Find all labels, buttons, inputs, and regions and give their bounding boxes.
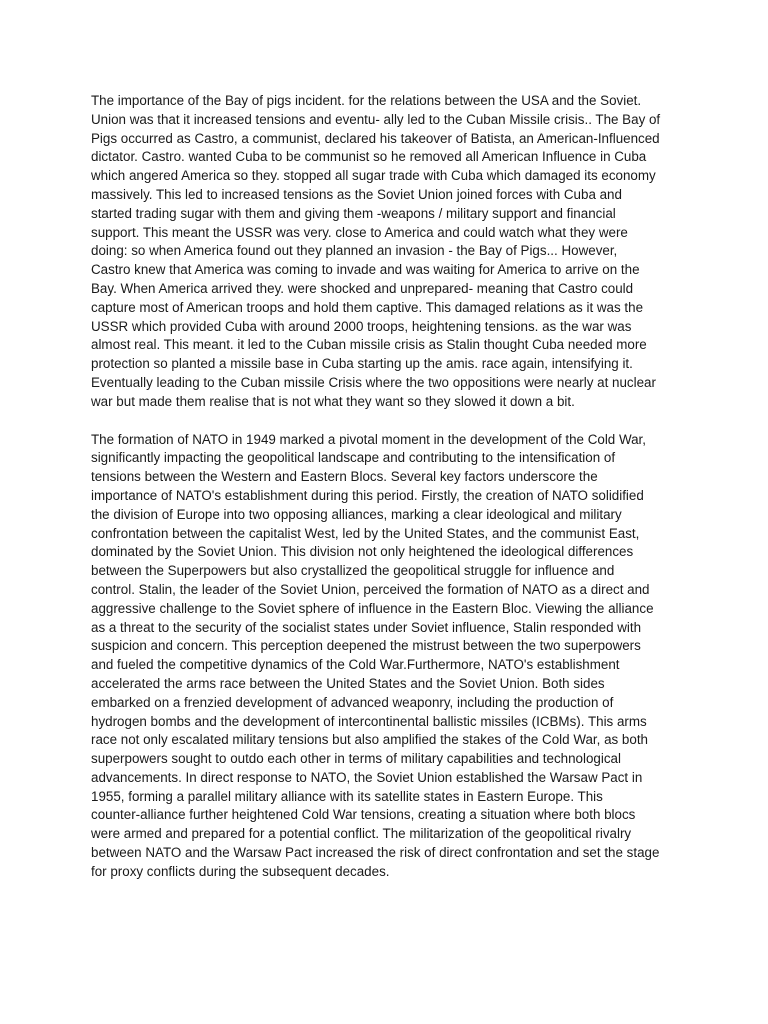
text-line: race not only escalated military tensions but also amplified the stakes of the Cold War, as both xyxy=(91,732,648,748)
paragraph-nato-formation xyxy=(91,431,683,882)
text-line: protection so planted a missile base in Cuba starting up the amis. race again, intensifying it. xyxy=(91,356,633,372)
text-line: which angered America so they. stopped all sugar trade with Cuba which damaged its economy xyxy=(91,168,656,184)
text-line: Union was that it increased tensions and eventu- ally led to the Cuban Missile crisis.. The Bay of xyxy=(91,111,661,127)
text-line: were armed and prepared for a potential conflict. The militarization of the geopolitical rivalry xyxy=(91,826,632,842)
text-line: 1955, forming a parallel military alliance with its satellite states in Eastern Europe. This xyxy=(91,788,603,804)
text-line: capture most of American troops and hold them captive. This damaged relations as it was the xyxy=(91,299,644,315)
text-line: superpowers sought to outdo each other in terms of military capabilities and technological xyxy=(91,751,621,767)
text-line: Bay. When America arrived they. were shocked and unprepared- meaning that Castro could xyxy=(91,280,634,296)
text-line: dictator. Castro. wanted Cuba to be communist so he removed all American Influence in Cuba xyxy=(91,149,647,165)
text-line: the division of Europe into two opposing alliances, marking a clear ideological and military xyxy=(91,506,622,522)
text-line: and fueled the competitive dynamics of the Cold War.Furthermore, NATO's establishment xyxy=(91,657,620,673)
text-line: control. Stalin, the leader of the Soviet Union, perceived the formation of NATO as a direct and xyxy=(91,581,650,597)
text-line: support. This meant the USSR was very. close to America and could watch what they were xyxy=(91,224,628,240)
text-line: suspicion and concern. This perception deepened the mistrust between the two superpowers xyxy=(91,638,641,654)
text-line: hydrogen bombs and the development of intercontinental ballistic missiles (ICBMs). This arms xyxy=(91,713,647,729)
text-line: Castro knew that America was coming to invade and was waiting for America to arrive on the xyxy=(91,262,640,278)
text-line: Eventually leading to the Cuban missile Crisis where the two oppositions were nearly at nuclear xyxy=(91,374,656,390)
text-line: started trading sugar with them and giving them -weapons / military support and financial xyxy=(91,205,616,221)
text-line: tensions between the Western and Eastern Blocs. Several key factors underscore the xyxy=(91,469,598,485)
text-line: aggressive challenge to the Soviet sphere of influence in the Eastern Bloc. Viewing the alliance xyxy=(91,600,654,616)
text-line: counter-alliance further heightened Cold War tensions, creating a situation where both blocs xyxy=(91,807,636,823)
text-line: dominated by the Soviet Union. This division not only heightened the ideological differences xyxy=(91,544,634,560)
text-line: significantly impacting the geopolitical landscape and contributing to the intensification of xyxy=(91,450,616,466)
text-line: confrontation between the capitalist West, led by the United States, and the communist East, xyxy=(91,525,640,541)
text-line: almost real. This meant. it led to the Cuban missile crisis as Stalin thought Cuba needed more xyxy=(91,337,647,353)
text-line: between the Superpowers but also crystallized the geopolitical struggle for influence and xyxy=(91,563,615,579)
document-page xyxy=(91,92,683,882)
text-line: accelerated the arms race between the United States and the Soviet Union. Both sides xyxy=(91,675,605,691)
text-line: importance of NATO's establishment during this period. Firstly, the creation of NATO solidified xyxy=(91,487,644,503)
paragraph-bay-of-pigs xyxy=(91,92,683,412)
text-line: doing: so when America found out they planned an invasion - the Bay of Pigs... However, xyxy=(91,243,618,259)
text-line: embarked on a frenzied development of advanced weaponry, including the production of xyxy=(91,694,614,710)
text-line: The importance of the Bay of pigs incident. for the relations between the USA and the Soviet. xyxy=(91,93,642,108)
text-line: massively. This led to increased tensions as the Soviet Union joined forces with Cuba and xyxy=(91,186,622,202)
text-line: as a threat to the security of the socialist states under Soviet influence, Stalin responded with xyxy=(91,619,642,635)
text-line: The formation of NATO in 1949 marked a pivotal moment in the development of the Cold War, xyxy=(91,431,646,447)
text-line: war but made them realise that is not what they want so they slowed it down a bit. xyxy=(91,393,575,409)
text-line: Pigs occurred as Castro, a communist, declared his takeover of Batista, an American-Influenced xyxy=(91,130,660,146)
text-line: for proxy conflicts during the subsequent decades. xyxy=(91,863,390,879)
text-line: USSR which provided Cuba with around 2000 troops, heightening tensions. as the war was xyxy=(91,318,632,334)
text-line: advancements. In direct response to NATO, the Soviet Union established the Warsaw Pact in xyxy=(91,769,643,785)
text-line: between NATO and the Warsaw Pact increased the risk of direct confrontation and set the stage xyxy=(91,845,660,861)
